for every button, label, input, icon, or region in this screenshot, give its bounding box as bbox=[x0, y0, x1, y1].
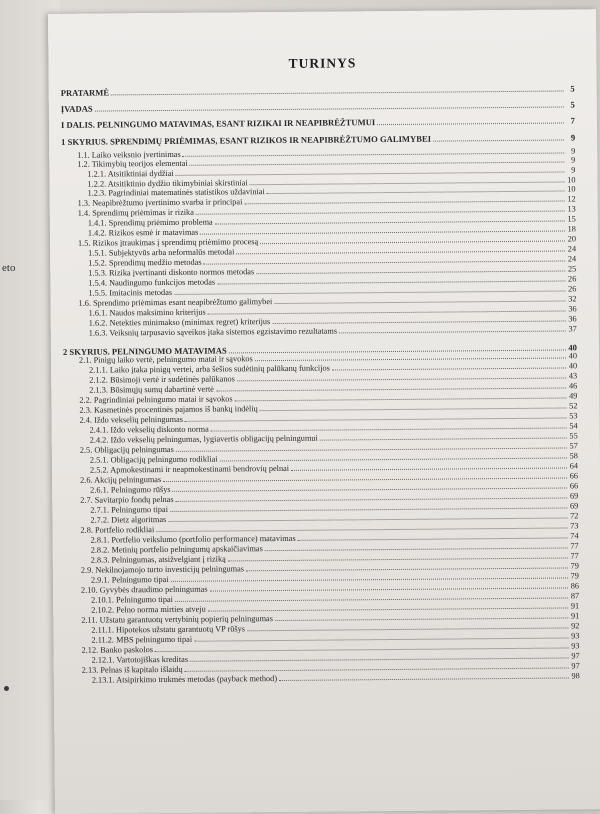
toc-page-number: 87 bbox=[570, 591, 580, 601]
toc-page-number: 36 bbox=[568, 314, 577, 324]
toc-page-number: 77 bbox=[570, 551, 579, 561]
toc-entry-title: 1.1. Laiko veiksnio įvertinimas bbox=[77, 149, 181, 160]
toc-entry-title: 1.3. Neapibrėžtumo įvertinimo svarba ir principai bbox=[77, 197, 243, 208]
toc-entry-title: 2.2. Pagrindiniai pelningumo matai ir sąvokos bbox=[79, 394, 233, 405]
toc-entry-title: 2.9.1. Pelningumo tipai bbox=[90, 574, 169, 585]
toc-dot-leader bbox=[279, 677, 569, 681]
toc-dot-leader bbox=[215, 220, 565, 224]
toc-page-number: 55 bbox=[569, 431, 578, 441]
toc-page-number: 74 bbox=[570, 531, 579, 541]
toc-dot-leader bbox=[332, 367, 566, 370]
toc-page-number: 9 bbox=[571, 146, 576, 156]
toc-page-number: 24 bbox=[567, 254, 577, 264]
toc-entry-title: 2.10. Gyvybės draudimo pelningumas bbox=[80, 584, 208, 595]
toc-dot-leader bbox=[260, 407, 567, 411]
toc-entry-title: ĮVADAS bbox=[60, 103, 93, 114]
toc-page-number: 91 bbox=[570, 611, 580, 621]
toc-page-number: 66 bbox=[569, 471, 579, 481]
toc-entry-title: 2.10.1. Pelningumo tipai bbox=[91, 594, 173, 605]
toc-entry-title: 2.1. Pinigų laiko vertė, pelningumo matai ir sąvokos bbox=[78, 354, 253, 365]
toc-entry-title: 2.1.1. Laiko įtaka pinigų vertei, arba šešios sudėtinių palūkanų funkcijos bbox=[89, 363, 330, 375]
toc-page-number: 97 bbox=[571, 661, 580, 671]
toc-entry-title: I DALIS. PELNINGUMO MATAVIMAS, ESANT RIZIKAI IR NEAPIBRĖŽTUMUI bbox=[60, 117, 376, 130]
toc-entry-title: 1.4.2. Rizikos esmė ir matavimas bbox=[87, 227, 199, 238]
toc-entry-title: 1.2. Tikimybių teorijos elementai bbox=[77, 158, 188, 169]
toc-dot-leader bbox=[433, 140, 564, 142]
toc-entry-title: 1.5.2. Sprendimų medžio metodas bbox=[88, 257, 202, 268]
toc-page-number: 72 bbox=[570, 511, 579, 521]
toc-dot-leader bbox=[272, 320, 565, 324]
toc-page-number: 91 bbox=[570, 601, 580, 611]
toc-dot-leader bbox=[267, 190, 565, 194]
toc-page-number: 54 bbox=[569, 421, 578, 431]
toc-page-number: 46 bbox=[568, 381, 578, 391]
toc-entry-title: 2.8.2. Metinių portfelio pelningumų apskaičiavimas bbox=[90, 544, 263, 555]
toc-page-number: 64 bbox=[569, 461, 579, 471]
toc-page-number: 32 bbox=[568, 294, 577, 304]
toc-dot-leader bbox=[275, 617, 568, 621]
toc-page-number: 20 bbox=[567, 234, 577, 244]
toc-page-number: 9 bbox=[571, 165, 576, 175]
toc-page bbox=[48, 9, 600, 814]
toc-dot-leader bbox=[274, 300, 565, 304]
toc-page-number: 9 bbox=[570, 132, 576, 143]
toc-page-number: 79 bbox=[570, 571, 579, 581]
toc-entry-title: 2.4.1. Iždo vekselių diskonto norma bbox=[89, 424, 209, 435]
page-title: TURINYS bbox=[288, 55, 357, 71]
toc-page-number: 93 bbox=[571, 631, 580, 641]
toc-entry-title: 2.11. Užstatu garantuotų vertybinių popierių pelningumas bbox=[81, 614, 273, 625]
toc-page-number: 97 bbox=[571, 651, 580, 661]
toc-dot-leader bbox=[260, 240, 565, 244]
toc-entry-title: 1.5.4. Naudingumo funkcijos metodas bbox=[88, 277, 216, 288]
toc-page-number: 7 bbox=[570, 115, 575, 126]
toc-entry-title: 2.9. Nekilnojamojo turto investicijų pelningumas bbox=[80, 564, 245, 575]
toc-entry-title: 1.6.3. Veiksnių tarpusavio sąveikos įtaka sistemos egzistavimo rezultatams bbox=[88, 326, 338, 338]
toc-page-number: 26 bbox=[567, 274, 577, 284]
toc-dot-leader bbox=[246, 567, 568, 571]
toc-dot-leader bbox=[220, 457, 567, 461]
toc-dot-leader bbox=[265, 547, 568, 551]
toc-entry-title: 2.5. Obligacijų pelningumas bbox=[79, 444, 174, 455]
toc-entry-title: 2.11.2. MBS pelningumo tipai bbox=[91, 634, 193, 645]
toc-page-number: 40 bbox=[568, 351, 578, 361]
toc-entry-title: 1.5.5. Imitacinis metodas bbox=[88, 287, 173, 298]
toc-entry-title: 2.12. Banko paskolos bbox=[81, 645, 154, 655]
toc-page-number: 40 bbox=[568, 361, 578, 371]
toc-entry-title: 2.12.1. Vartotojiškas kreditas bbox=[91, 654, 189, 665]
toc-dot-leader bbox=[237, 377, 566, 381]
toc-entry-title: 2.5.1. Obligacijų pelningumo rodikliai bbox=[89, 454, 218, 465]
toc-page-number: 52 bbox=[569, 401, 578, 411]
toc-dot-leader bbox=[377, 123, 564, 126]
toc-page-number: 79 bbox=[570, 561, 579, 571]
toc-entry-title: 2.13.1. Atsipirkimo trukmės metodas (payback method) bbox=[91, 674, 278, 685]
toc-entry-title: 2.7.1. Pelningumo tipai bbox=[90, 504, 169, 515]
toc-entry-title: 2.8.3. Pelningumas, atsižvelgiant į riziką bbox=[90, 554, 226, 565]
left-page-dot bbox=[4, 686, 9, 691]
toc-page-number: 12 bbox=[567, 194, 576, 204]
toc-page-number: 92 bbox=[571, 621, 580, 631]
toc-entry-title: 2.5.2. Apmokestinami ir neapmokestinami bendrovių pelnai bbox=[89, 463, 290, 475]
toc-entry-title: 2.4.2. Iždo vekselių pelningumas, lygiavertis obligacijų pelningumui bbox=[89, 433, 318, 445]
toc-dot-leader bbox=[111, 91, 564, 96]
toc-dot-leader bbox=[291, 467, 567, 470]
toc-dot-leader bbox=[235, 397, 567, 401]
toc-entry-title: 2.7. Savitarpio fondų pelnas bbox=[80, 494, 174, 505]
toc-dot-leader bbox=[236, 250, 565, 254]
toc-dot-leader bbox=[256, 270, 565, 274]
toc-entry bbox=[61, 83, 575, 97]
toc-entry bbox=[61, 99, 575, 113]
toc-entry-title: 2.4. Iždo vekselių pelningumas bbox=[79, 414, 184, 425]
toc-dot-leader bbox=[217, 280, 565, 284]
toc-dot-leader bbox=[244, 200, 564, 204]
toc-page-number: 37 bbox=[568, 324, 577, 334]
toc-page-number: 73 bbox=[570, 521, 579, 531]
toc-dot-leader bbox=[228, 557, 568, 561]
toc-page-number: 18 bbox=[567, 224, 576, 234]
toc-entry-title: 1.2.2. Atsitiktinio dydžio tikimybiniai skirstiniai bbox=[87, 178, 248, 189]
toc-page-number: 5 bbox=[570, 83, 575, 94]
toc-entry-title: 1.2.1. Atsitiktiniai dydžiai bbox=[87, 168, 174, 179]
toc-dot-leader bbox=[247, 627, 568, 631]
toc-page-number: 10 bbox=[567, 175, 576, 185]
toc-page-number: 15 bbox=[567, 214, 576, 224]
left-page-text-fragment: eto bbox=[2, 262, 16, 274]
toc-dot-leader bbox=[320, 437, 567, 440]
toc-page-number: 66 bbox=[569, 481, 579, 491]
toc-dot-leader bbox=[339, 330, 566, 333]
toc-entry-title: 1.4. Sprendimų priėmimas ir rizika bbox=[77, 207, 194, 218]
toc-page-number: 58 bbox=[569, 451, 578, 461]
toc-page-number: 86 bbox=[570, 581, 580, 591]
toc-dot-leader bbox=[95, 107, 564, 112]
toc-page-number: 25 bbox=[567, 264, 577, 274]
toc-entry-title: 2.8.1. Portfelio veikslumo (portfolio performance) matavimas bbox=[90, 533, 296, 545]
toc-entry-title: 2.6.1. Pelningumo rūšys bbox=[90, 484, 171, 495]
toc-entry-title: 2.11.1. Hipotekos užstatu garantuotų VP rūšys bbox=[91, 624, 246, 635]
toc-entry-title: 2.13. Pelnas iš kapitalo išlaidų bbox=[81, 664, 183, 675]
toc-entry-title: 2.10.2. Pelno norma mirties atveju bbox=[91, 604, 206, 615]
toc-page-number: 69 bbox=[569, 491, 579, 501]
toc-entry-title: 1.2.3. Pagrindiniai matematinės statistikos uždaviniai bbox=[87, 187, 265, 198]
toc-page-number: 53 bbox=[569, 411, 578, 421]
toc-entry-title: 1.5.1. Subjektyvūs arba neformalūs metodai bbox=[88, 247, 235, 258]
toc-page-number: 57 bbox=[569, 441, 578, 451]
toc-dot-leader bbox=[255, 357, 566, 361]
toc-page-number: 43 bbox=[568, 371, 578, 381]
toc-entry-title: 2 SKYRIUS. PELNINGUMO MATAVIMAS bbox=[62, 345, 227, 357]
toc-entry-title: PRATARMĖ bbox=[60, 87, 110, 98]
toc-entry bbox=[61, 115, 575, 129]
toc-page-number: 24 bbox=[567, 244, 577, 254]
toc-page-number: 9 bbox=[571, 155, 576, 165]
toc-entry-title: 2.8. Portfelio rodikliai bbox=[80, 525, 155, 535]
toc-entry-title: 1 SKYRIUS. SPRENDIMŲ PRIĖMIMAS, ESANT RIZIKOS IR NEAPIBRĖŽTUMO GALIMYBEI bbox=[61, 133, 432, 147]
toc-entry-title: 1.5.3. Rizika įvertinanti diskonto normos metodas bbox=[88, 267, 255, 278]
toc-entry-title: 1.6.2. Netekties minimakso (minimax regret) kriterijus bbox=[88, 317, 271, 328]
toc-page-number: 93 bbox=[571, 641, 580, 651]
toc-entry bbox=[61, 132, 575, 146]
toc-page-number: 40 bbox=[568, 342, 577, 353]
toc-entry-title: 2.1.2. Būsimoji vertė ir sudėtinės palūkanos bbox=[89, 374, 235, 385]
toc-page-number: 36 bbox=[568, 304, 577, 314]
toc-entry-title: 2.3. Kasmetinės procentinės pajamos iš bankų indėlių bbox=[79, 404, 258, 415]
toc-page-number: 49 bbox=[569, 391, 578, 401]
toc-page-number: 5 bbox=[570, 99, 575, 110]
toc-dot-leader bbox=[298, 537, 568, 540]
toc-page-number: 77 bbox=[570, 541, 579, 551]
toc-page-number: 26 bbox=[568, 284, 577, 294]
toc-dot-leader bbox=[216, 387, 566, 391]
toc-entry-title: 2.7.2. Dietz algoritmas bbox=[90, 514, 167, 525]
toc-entry-title: 1.5. Rizikos įtraukimas į sprendimų priėmimo procesą bbox=[77, 237, 259, 248]
toc-entry-title: 1.6.1. Naudos maksimino kriterijus bbox=[88, 307, 206, 318]
toc-entry-title: 1.4.1. Sprendimų priėmimo problema bbox=[87, 217, 213, 228]
toc-page-number: 69 bbox=[569, 501, 579, 511]
toc-page-number: 13 bbox=[567, 204, 576, 214]
toc-entry-title: 1.6. Sprendimo priėmimas esant neapibrėžtumo galimybei bbox=[78, 297, 273, 308]
toc-page-number: 10 bbox=[567, 184, 576, 194]
toc-entry-title: 2.6. Akcijų pelningumas bbox=[80, 475, 162, 485]
toc-entry-title: 2.1.3. Būsimųjų sumų dabartinė vertė bbox=[89, 384, 214, 395]
toc-page-number: 98 bbox=[571, 671, 580, 681]
